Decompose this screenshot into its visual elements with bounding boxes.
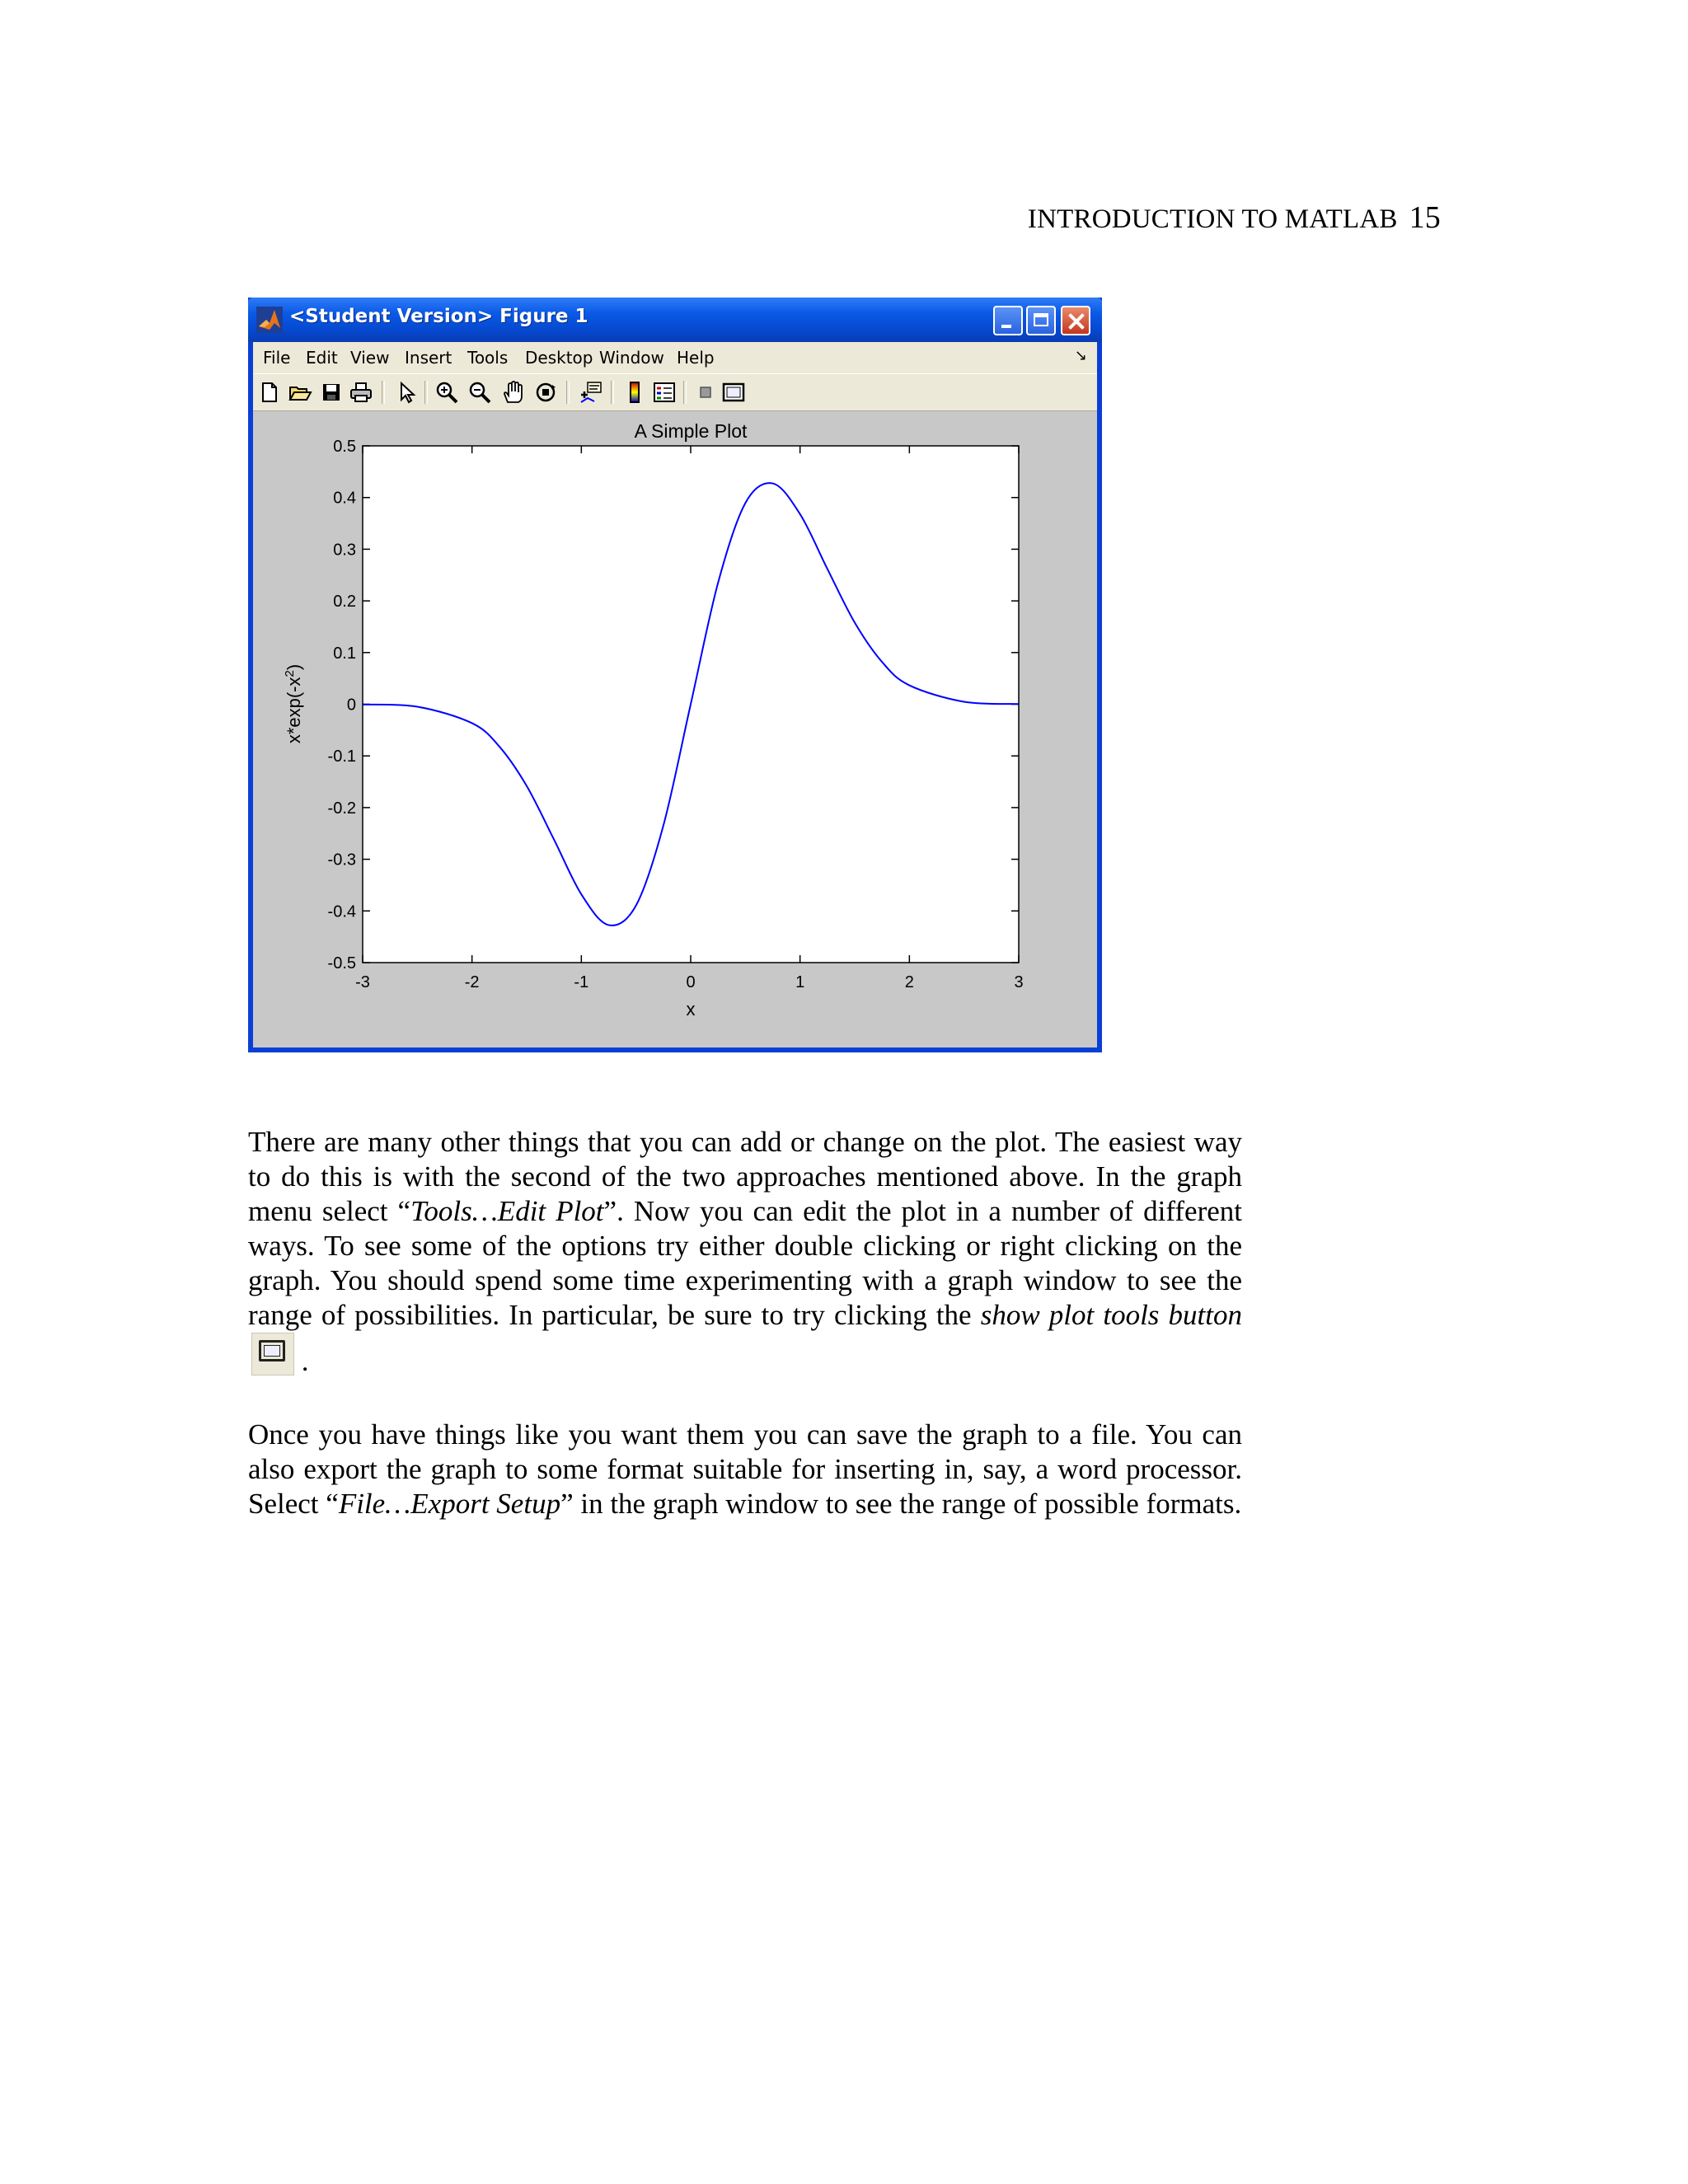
data-cursor-icon[interactable] <box>578 380 603 405</box>
emphasis-show-plot-tools: show plot tools button <box>980 1299 1242 1331</box>
toolbar-separator <box>566 381 570 404</box>
y-tick-label: 0.3 <box>333 541 356 560</box>
y-axis-label-exponent: 2 <box>283 670 297 677</box>
emphasis-file-export-setup: File…Export Setup <box>338 1488 561 1520</box>
window-title: <Student Version> Figure 1 <box>289 306 588 327</box>
y-tick-label: -0.4 <box>327 902 356 921</box>
running-header <box>1028 199 1441 236</box>
text-run: . <box>294 1345 309 1377</box>
y-tick-label: 0 <box>346 696 356 715</box>
new-file-icon[interactable] <box>256 380 281 405</box>
toolbar-separator <box>611 381 614 404</box>
x-tick-label: -2 <box>464 973 480 991</box>
page-number: 15 <box>1409 200 1441 235</box>
x-tick-label: 0 <box>686 973 696 991</box>
x-axis-label: x <box>686 999 696 1019</box>
save-icon[interactable] <box>319 380 344 405</box>
menu-tools[interactable]: Tools <box>467 348 509 368</box>
menu-edit[interactable]: Edit <box>306 348 338 368</box>
y-tick-label: -0.2 <box>327 799 356 818</box>
figure-canvas[interactable] <box>253 411 1097 1047</box>
y-axis-label-base: x*exp(-x <box>284 677 304 744</box>
y-tick-label: 0.1 <box>333 644 356 663</box>
menu-help[interactable]: Help <box>677 348 715 368</box>
y-tick-label: -0.5 <box>327 954 356 972</box>
y-tick-label: 0.2 <box>333 593 356 612</box>
text-run: ” in the graph window to see the range of possible formats. <box>560 1488 1242 1520</box>
figure-window <box>248 298 1102 1052</box>
show-plot-tools-icon[interactable] <box>721 380 746 405</box>
close-button[interactable] <box>1061 306 1090 335</box>
figure-toolbar <box>253 373 1097 411</box>
hide-plot-tools-icon[interactable] <box>693 380 718 405</box>
text-run: There are many other things that you can add or change on the plot. The easiest way to do this is with the second of the two approaches mentioned above. In the graph menu select “ <box>248 1126 1242 1227</box>
y-tick-label: -0.1 <box>327 748 356 766</box>
y-axis-label-close: ) <box>284 663 304 671</box>
menu-desktop[interactable]: Desktop <box>525 348 593 368</box>
y-tick-label: 0.5 <box>333 438 356 456</box>
text-run: Once you have things like you want them you can save the graph to a file. You can also export the graph to some format suitable for inserting in, say, a word processor. Select “ <box>248 1418 1242 1520</box>
menu-insert[interactable]: Insert <box>405 348 452 368</box>
emphasis-tools-edit-plot: Tools…Edit Plot <box>410 1195 604 1227</box>
paragraph-export <box>248 1418 1242 1521</box>
legend-icon[interactable] <box>652 380 677 405</box>
zoom-in-icon[interactable] <box>434 380 459 405</box>
toolbar-separator <box>382 381 385 404</box>
toolbar-separator <box>424 381 428 404</box>
menu-file[interactable]: File <box>263 348 291 368</box>
maximize-button[interactable] <box>1026 306 1056 335</box>
colorbar-icon[interactable] <box>622 380 647 405</box>
minimize-button[interactable] <box>993 306 1023 335</box>
menu-view[interactable]: View <box>350 348 390 368</box>
paragraph-edit-plot <box>248 1125 1242 1379</box>
toolbar-separator <box>683 381 687 404</box>
show-plot-tools-button-icon <box>251 1333 294 1376</box>
x-tick-label: 1 <box>795 973 805 991</box>
y-tick-label: 0.4 <box>333 489 356 508</box>
menu-window[interactable]: Window <box>599 348 664 368</box>
x-tick-label: -3 <box>355 973 370 991</box>
menu-dock-arrow-icon[interactable]: ↘ <box>1074 347 1087 364</box>
y-axis-label <box>283 664 304 743</box>
pan-hand-icon[interactable] <box>500 380 525 405</box>
y-tick-label: -0.3 <box>327 851 356 869</box>
x-tick-label: 3 <box>1014 973 1024 991</box>
plot-svg[interactable] <box>253 411 1097 1047</box>
menu-bar <box>253 342 1097 373</box>
plot-title: A Simple Plot <box>634 420 748 442</box>
open-folder-icon[interactable] <box>288 380 312 405</box>
pointer-icon[interactable] <box>393 380 418 405</box>
zoom-out-icon[interactable] <box>467 380 492 405</box>
matlab-logo-icon <box>256 307 283 333</box>
x-tick-label: 2 <box>904 973 914 991</box>
rotate-3d-icon[interactable] <box>533 380 558 405</box>
running-header-title: INTRODUCTION TO MATLAB <box>1027 204 1398 234</box>
text-run: ”. Now you can edit the plot in a number of different ways. To see some of the options try either double clicking or right clicking on the graph. You should spend some time experimenting with a graph window to see the range of possibilities. In particular, be sure to try clicking the <box>248 1195 1242 1331</box>
x-tick-label: -1 <box>574 973 589 991</box>
print-icon[interactable] <box>349 380 373 405</box>
window-titlebar[interactable] <box>248 298 1102 342</box>
